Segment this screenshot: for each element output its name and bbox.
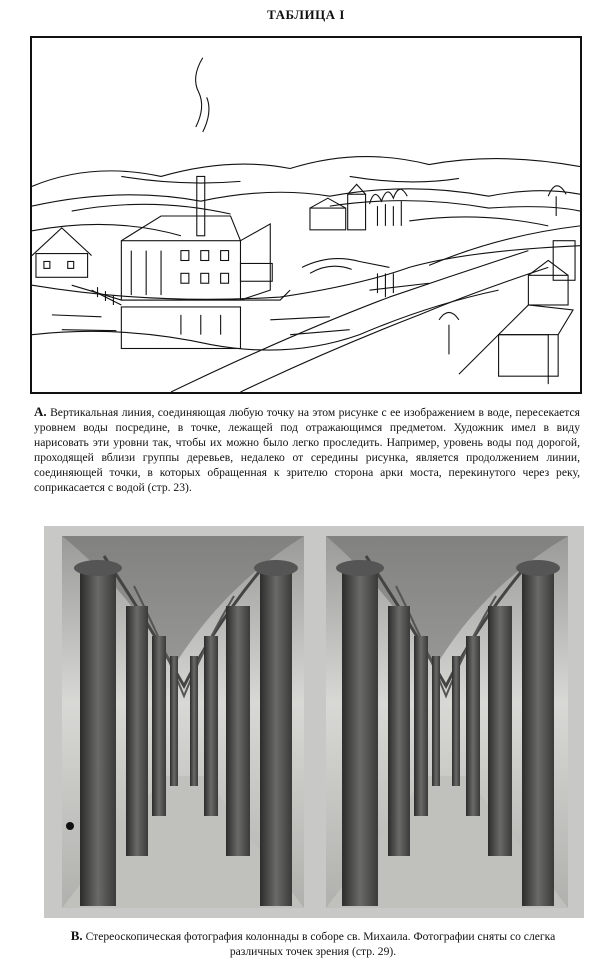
- mill-river-drawing: [32, 38, 580, 392]
- colonnade-photo: [44, 526, 584, 918]
- stereo-right-image: [326, 536, 568, 908]
- caption-text: Вертикальная линия, соединяющая любую точку на этом рисунке с ее изображением в воде, пересекается уровнем воды посредине, в точке, лежащей под отражающимся предметом. Художник имел в виду нарисовать эти уровни так, чтобы их можно было легко проследить. Например, уровень воды под дорогой, проходящей вблизи группы деревьев, недалеко от середины рисунка, является продолжением линии, соединяющей точки, в которых обращенная к зрителю сторона арки моста, перекинутого через реку, соприкасается с водой (стр. 23).: [34, 406, 580, 494]
- caption-letter: В.: [70, 928, 83, 943]
- figure-a-illustration: [30, 36, 582, 394]
- figure-b-caption: [48, 928, 578, 959]
- page-title: ТАБЛИЦА I: [267, 7, 345, 22]
- caption-text: Стереоскопическая фотография колоннады в соборе св. Михаила. Фотографии сняты со слегка различных точек зрения (стр. 29).: [85, 930, 556, 958]
- figure-b-stereo-photo: [44, 526, 584, 918]
- stereo-left-image: [62, 536, 304, 908]
- caption-letter: А.: [34, 404, 47, 419]
- figure-a-caption: [34, 404, 580, 495]
